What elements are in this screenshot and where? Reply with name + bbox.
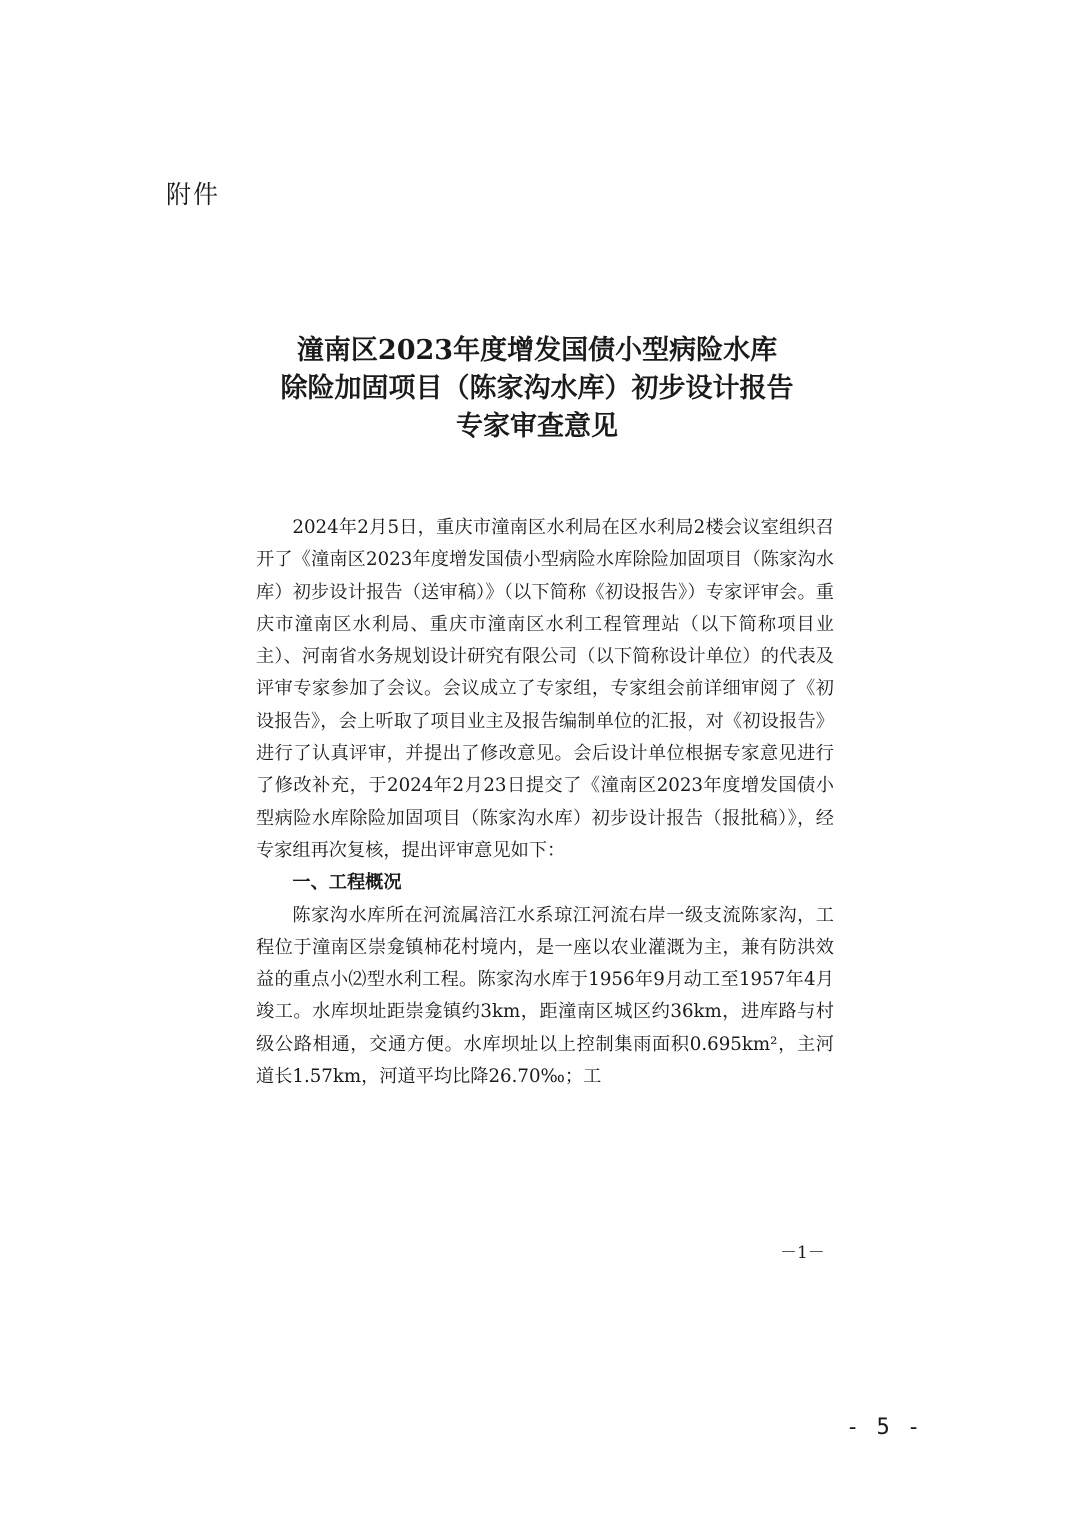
title-line-2: 除险加固项目（陈家沟水库）初步设计报告 [280, 373, 794, 404]
document-title [0, 332, 1074, 446]
section-heading-project-overview: 一、工程概况 [292, 872, 402, 894]
document-body [256, 512, 834, 1093]
outer-page-number: - 5 - [846, 1415, 923, 1440]
paragraph-project-overview: 陈家沟水库所在河流属涪江水系琼江河流右岸一级支流陈家沟，工程位于潼南区崇龛镇柿花村境内，是一座以农业灌溉为主，兼有防洪效益的重点小⑵型水利工程。陈家沟水库于1956年9月动工至1957年4月竣工。水库坝址距崇龛镇约3km，距潼南区城区约36km，进库路与村级公路相通，交通方便。水库坝址以上控制集雨面积0.695km²，主河道长1.57km，河道平均比降26.70‰；工 [256, 904, 834, 1088]
title-line-1: 潼南区2023年度增发国债小型病险水库 [296, 335, 778, 366]
paragraph-intro: 2024年2月5日，重庆市潼南区水利局在区水利局2楼会议室组织召开了《潼南区2023年度增发国债小型病险水库除险加固项目（陈家沟水库）初步设计报告（送审稿）》（以下简称《初设报告》）专家评审会。重庆市潼南区水利局、重庆市潼南区水利工程管理站（以下简称项目业主）、河南省水务规划设计研究有限公司（以下简称设计单位）的代表及评审专家参加了会议。会议成立了专家组，专家组会前详细审阅了《初设报告》，会上听取了项目业主及报告编制单位的汇报，对《初设报告》进行了认真评审，并提出了修改意见。会后设计单位根据专家意见进行了修改补充，于2024年2月23日提交了《潼南区2023年度增发国债小型病险水库除险加固项目（陈家沟水库）初步设计报告（报批稿）》，经专家组再次复核，提出评审意见如下： [256, 517, 834, 861]
title-line-3: 专家审查意见 [456, 411, 618, 442]
attachment-label: 附件 [166, 180, 221, 209]
inner-page-number: －1－ [780, 1243, 825, 1263]
